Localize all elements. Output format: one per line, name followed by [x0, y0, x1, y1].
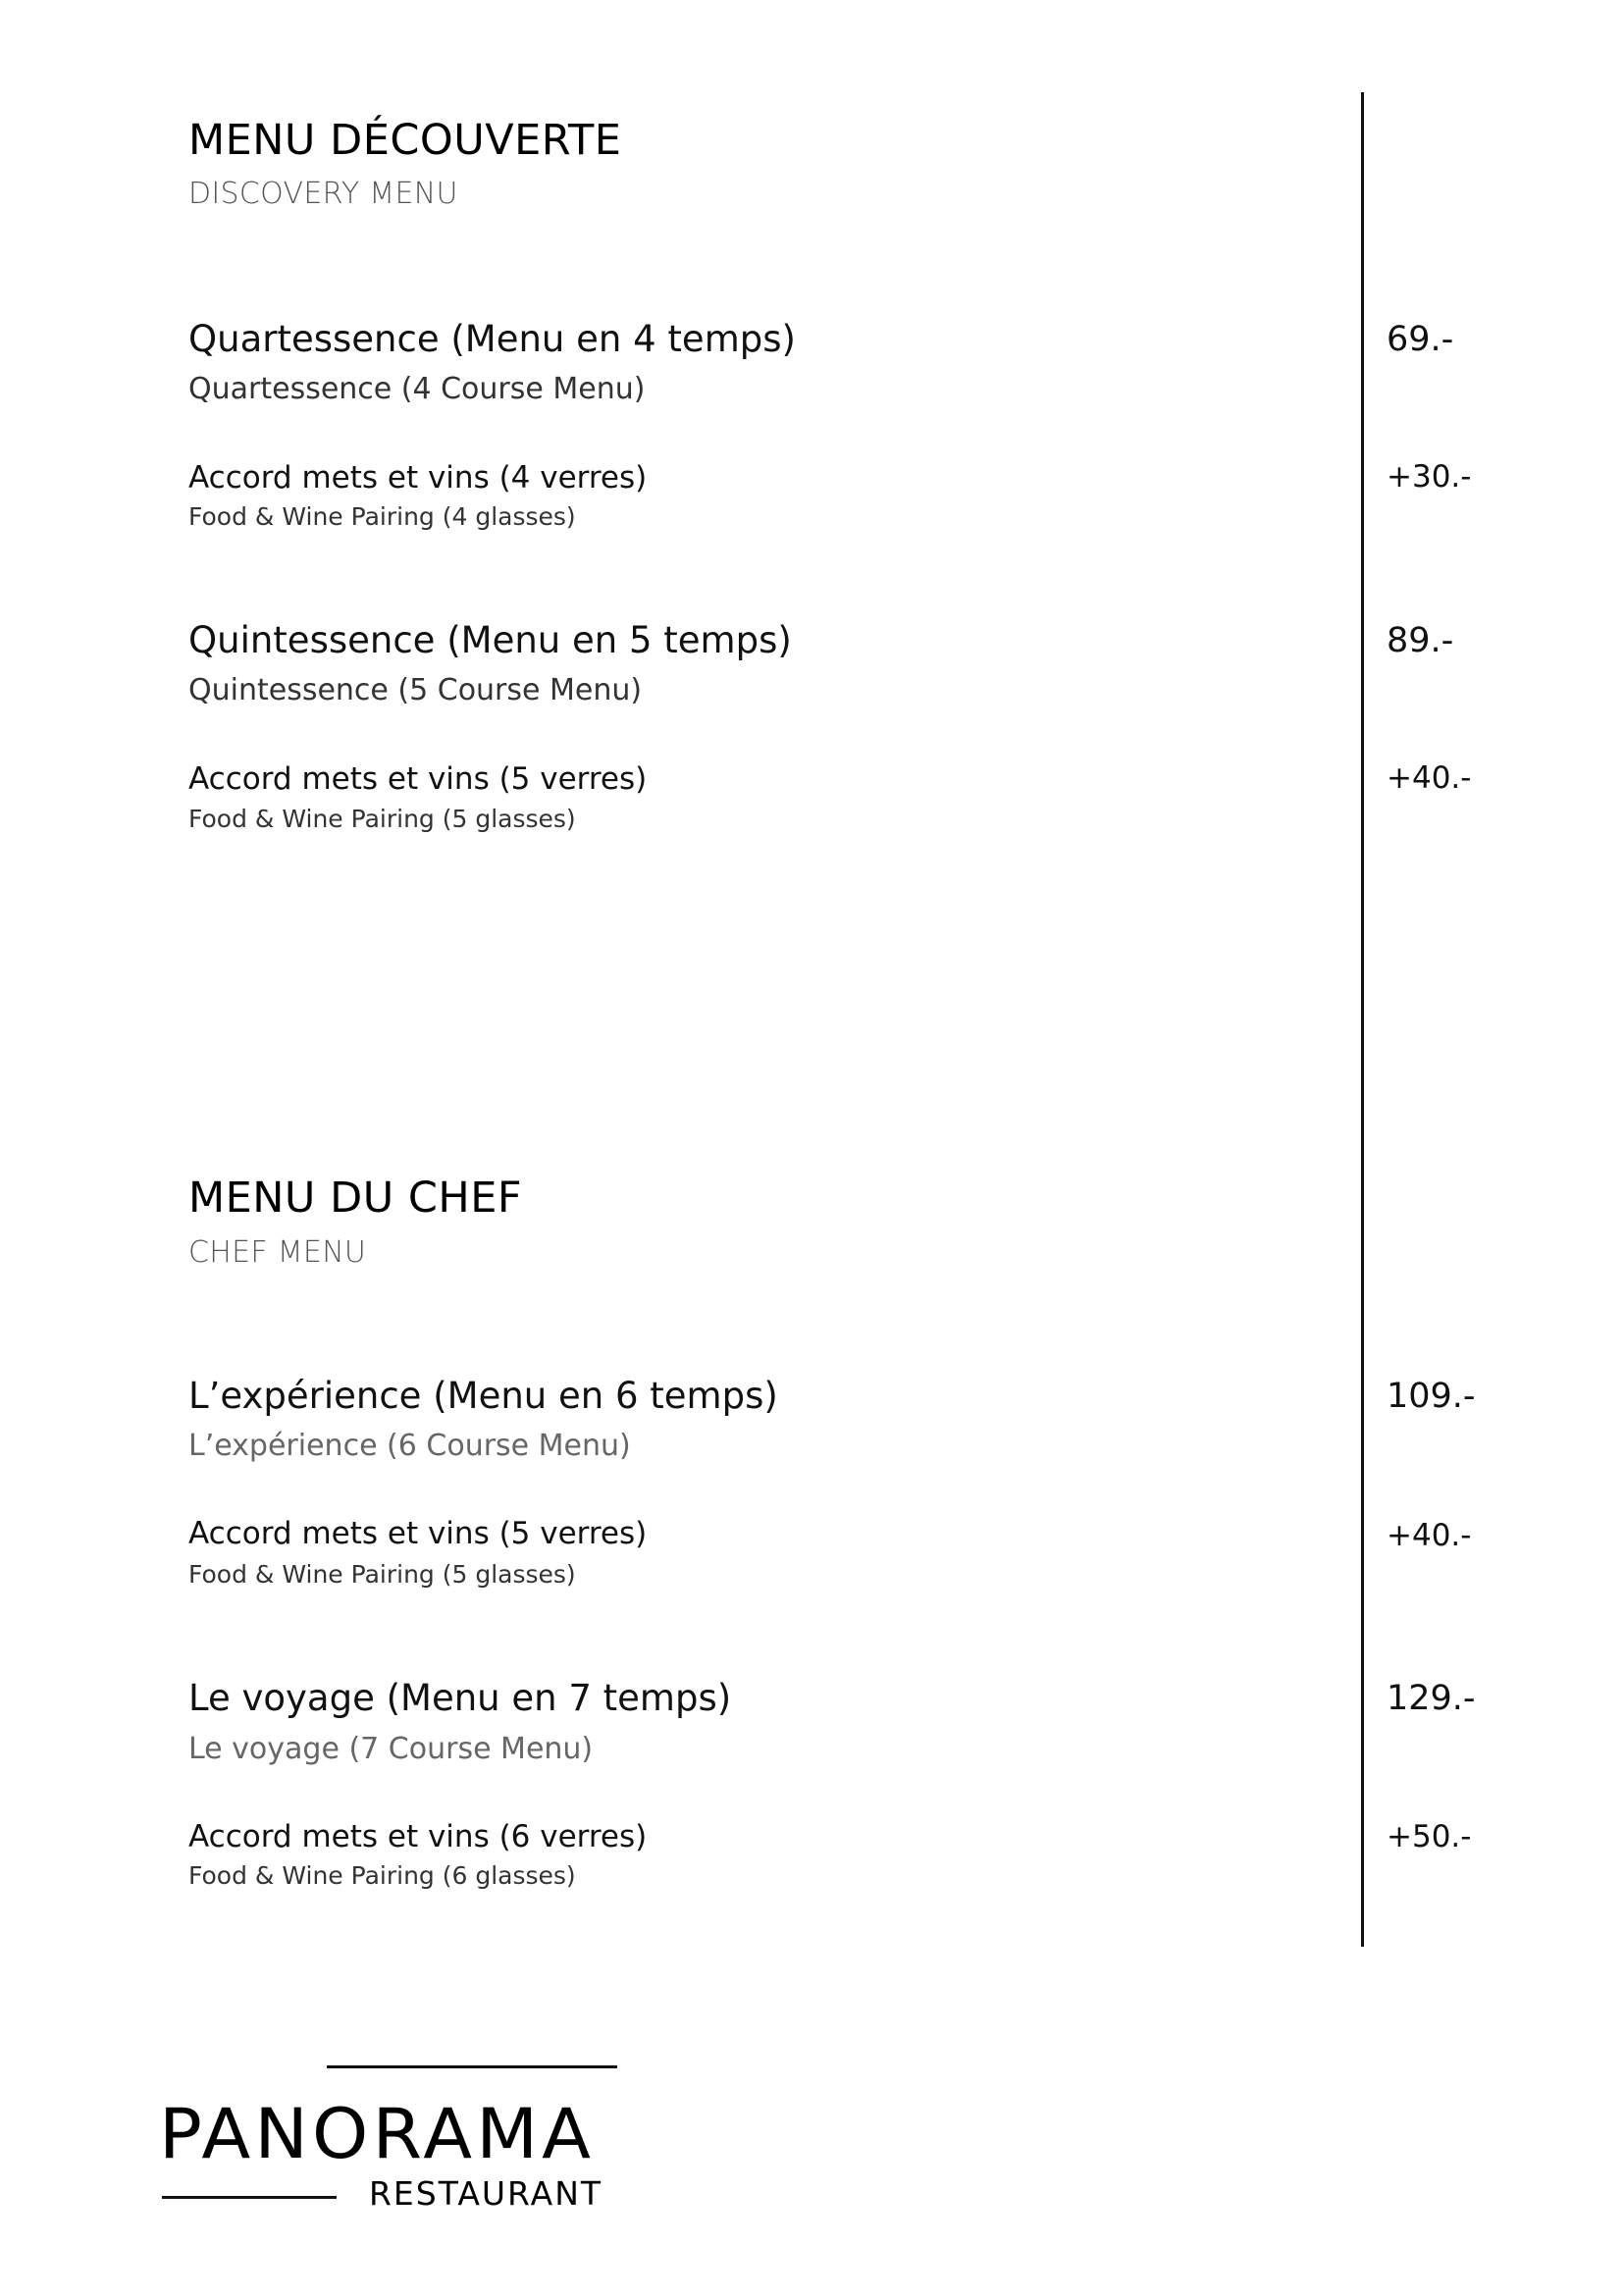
- pairing-name-en: Food & Wine Pairing (4 glasses): [188, 502, 576, 531]
- pairing-price: +50.-: [1387, 1819, 1472, 1854]
- menu-item-name: L’expérience (Menu en 6 temps): [188, 1375, 778, 1417]
- pairing-name-en: Food & Wine Pairing (5 glasses): [188, 1560, 576, 1589]
- section-subtitle: DISCOVERY MENU: [188, 177, 458, 211]
- menu-item-price: 109.-: [1387, 1377, 1476, 1416]
- pairing-name-en: Food & Wine Pairing (6 glasses): [188, 1861, 576, 1890]
- menu-item-name: Quartessence (Menu en 4 temps): [188, 318, 796, 360]
- pairing-price: +40.-: [1387, 760, 1472, 796]
- price-column-divider: [1361, 92, 1364, 1947]
- menu-item-name-en: Quartessence (4 Course Menu): [188, 372, 646, 406]
- menu-item-price: 129.-: [1387, 1679, 1476, 1718]
- pairing-name: Accord mets et vins (5 verres): [188, 761, 648, 797]
- pairing-price: +30.-: [1387, 459, 1472, 495]
- menu-item-price: 69.-: [1387, 320, 1454, 359]
- menu-item-name: Quintessence (Menu en 5 temps): [188, 619, 792, 661]
- menu-item-price: 89.-: [1387, 621, 1454, 660]
- section-title: MENU DU CHEF: [188, 1174, 523, 1223]
- section-title: MENU DÉCOUVERTE: [188, 116, 622, 165]
- pairing-name: Accord mets et vins (6 verres): [188, 1819, 648, 1854]
- pairing-name: Accord mets et vins (4 verres): [188, 460, 648, 496]
- menu-item-name: Le voyage (Menu en 7 temps): [188, 1677, 732, 1719]
- menu-item-name-en: Le voyage (7 Course Menu): [188, 1732, 594, 1766]
- pairing-name-en: Food & Wine Pairing (5 glasses): [188, 805, 576, 833]
- logo-bottom-rule: [162, 2196, 337, 2199]
- pairing-name: Accord mets et vins (5 verres): [188, 1516, 648, 1551]
- logo-tagline: RESTAURANT: [369, 2174, 603, 2213]
- section-subtitle: CHEF MENU: [188, 1235, 367, 1270]
- menu-item-name-en: Quintessence (5 Course Menu): [188, 673, 643, 707]
- menu-item-name-en: L’expérience (6 Course Menu): [188, 1429, 631, 1463]
- pairing-price: +40.-: [1387, 1518, 1472, 1553]
- logo-top-rule: [327, 2065, 617, 2068]
- logo-wordmark: PANORAMA: [159, 2094, 596, 2174]
